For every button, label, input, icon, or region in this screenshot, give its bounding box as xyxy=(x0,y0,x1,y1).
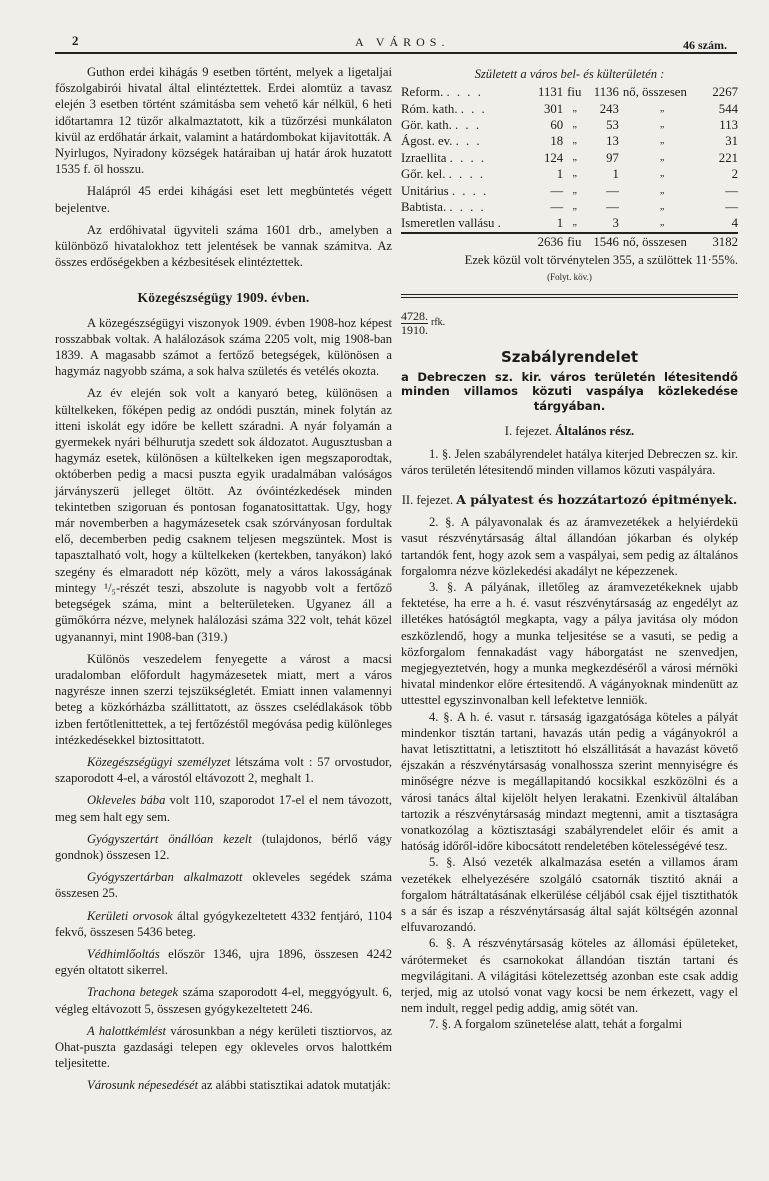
chapter-2-prefix: II. fejezet. xyxy=(401,492,454,507)
paragraph-text: száma szaporodott 4-el, meggyógyult. 6, végleg eltávozott 5, összesen gyógykezeltetett 246. xyxy=(55,985,393,1016)
ditto-mark: „ xyxy=(572,201,577,213)
reference-year: 1910. xyxy=(401,322,428,337)
ditto-mark: „ xyxy=(659,168,665,180)
paragraph xyxy=(55,64,392,177)
paragraph: 7. §. A forgalom szünetelése alatt, tehát a forgalmi xyxy=(429,1017,683,1032)
chapter-1-prefix: I. fejezet. xyxy=(504,424,552,439)
paragraph: 2. §. A pályavonalak és az áramvezetékek a helyiérdekü vasut részvénytársaság által állandóan jókarban és olykép tartandók fent, hogy azok sem a vaspályai, sem pedig az általános forgalomra nézve közlekedési akadályt ne képezzenek. xyxy=(401,515,738,578)
ditto-mark: „ xyxy=(572,184,577,196)
paragraph: 5. §. Alsó vezeték alkalmazása esetén a villamos áram vezetékek elhelyezésére szolgáló csatornák tisztitó aknái a forgalom hátráltatásának elkerülése céljából csak éjjel tisztithatók s a sár és iszap a részvénytársaság által saját költségén azonnal elfuvarozandó. xyxy=(401,855,738,935)
leader-dots: . . . xyxy=(455,134,482,149)
ditto-mark: „ xyxy=(572,168,577,180)
ditto-mark: „ xyxy=(572,135,577,147)
girls-count: 3 xyxy=(612,216,619,231)
religion-name: Róm. kath. xyxy=(401,101,458,116)
boys-count: 1 xyxy=(556,167,564,182)
boys-count: 1 xyxy=(556,216,564,231)
reference-suffix: rfk. xyxy=(431,316,446,328)
leader-dots: . . . . xyxy=(446,85,483,100)
paragraph-text: az alábbi statisztikai adatok mutatják: xyxy=(198,1078,391,1093)
births-row xyxy=(401,117,738,133)
reference-fraction xyxy=(401,310,428,337)
births-row xyxy=(401,84,738,100)
girls-count: 13 xyxy=(606,134,619,149)
leader-dots: . . . . xyxy=(449,200,486,215)
italic-lead: Városunk népesedését xyxy=(87,1078,199,1093)
italic-lead: Gyógyszertárban alkalmazott xyxy=(87,870,243,885)
girls-count: 1 xyxy=(612,167,619,182)
paragraph xyxy=(55,385,392,644)
boys-unit: fiu xyxy=(567,85,582,100)
public-health-report xyxy=(55,315,392,1094)
religion-label xyxy=(401,101,531,117)
paragraph-text: A közegészségügyi viszonyok 1909. évben 1908-hoz képest rosszabbak voltak. A halálozások száma 2205 volt, mig 1908-ban 1839. A magasabb számot a fertőző betegségek, különösen a hagymáz nagyobb száma, a sok halva születés és vetélés okozta. xyxy=(55,315,392,379)
paragraph xyxy=(55,984,392,1016)
paragraph-text: okleveles segédek száma összesen 25. xyxy=(55,870,393,901)
religion-label xyxy=(401,199,531,215)
italic-lead: A halottkémlést xyxy=(87,1023,167,1038)
religion-name: Ágost. ev. xyxy=(401,134,453,149)
girls-count: 97 xyxy=(606,150,619,165)
paragraph-text: létszáma volt : 57 orvostudor, szaporodott 4-el, a várostól eltávozott 2, meghalt 1. xyxy=(55,754,392,786)
left-column xyxy=(55,64,392,1100)
leader-dots: . . . . xyxy=(449,150,487,165)
religion-label xyxy=(401,133,531,149)
births-row xyxy=(401,101,738,117)
italic-lead: Védhimlőoltás xyxy=(87,946,160,961)
issue-number: 46 szám. xyxy=(683,38,727,52)
paragraph-text: volt 110, szaporodot 17-el el nem távozott, meg sem halt egy sem. xyxy=(55,793,392,824)
total-count: 31 xyxy=(725,134,738,149)
births-total-row xyxy=(401,233,738,250)
ditto-mark: „ xyxy=(572,151,577,163)
total-count: — xyxy=(725,200,738,215)
religion-name: Gör. kath. xyxy=(401,118,452,133)
religion-name: Unitárius xyxy=(401,183,449,198)
ditto-mark: „ xyxy=(572,102,577,114)
ditto-mark: „ xyxy=(659,151,665,163)
births-note: Ezek közül volt törvénytelen 355, a szülöttek 11·55%. xyxy=(464,253,738,268)
paragraph-text: (tulajdonos, bérlő vágy gondnok) összesen 12. xyxy=(55,831,392,862)
religion-name: Gőr. kel. xyxy=(401,167,446,182)
births-row xyxy=(401,166,738,182)
paragraph-text: Guthon erdei kihágás 9 esetben történt, melyek a ligetaljai főszolgabirói hivatal által elintéztettek. Erdei alomtüz a tavasz elején 3 esetben történt számitásba sem vehető kár nélkül, 6 heti időtartamra 12 tüzőr alkalmaztatott, kik a tüzőrzési munkálaton kivül az erdőhatár árkait, valamint a határdombokat kijavitották. A Nyirlugos, Nyiradony községek határaiban uj határ árok huzatott 1535 f. öl hosszu. xyxy=(55,65,392,177)
italic-lead: Közegészségügyi személyzet xyxy=(87,754,231,769)
paragraph xyxy=(55,792,392,824)
ditto-mark: „ xyxy=(659,102,665,114)
paragraph xyxy=(55,222,392,271)
girls-count: 243 xyxy=(599,101,619,116)
right-column xyxy=(401,66,738,1033)
ditto-mark: „ xyxy=(659,184,665,196)
leader-dots: . . . . xyxy=(448,167,486,182)
paragraph xyxy=(55,754,392,786)
total-count: 2267 xyxy=(712,85,738,100)
births-row xyxy=(401,199,738,215)
ditto-mark: „ xyxy=(572,119,577,131)
births-row xyxy=(401,183,738,199)
boys-count: 2636 xyxy=(531,233,564,250)
paragraph-text: városunkban a négy kerületi tisztiorvos, az Ohat-puszta gazdasági telepen egy okleveles orvos halottkém teljesitette. xyxy=(55,1023,393,1071)
births-row xyxy=(401,215,738,232)
boys-count: 301 xyxy=(543,101,564,116)
paragraph: 3. §. A pályának, illetőleg az áramvezetékeknek ujabb fektetése, ha erre a h. é. vasut részvénytársaság az engedélyt az illetékes hatóságtól megkapta, vagy a pálya javitása oly módon eszközlendő, hogy a munka teljesitése se a vasuti, se pedig a közforgalom fennakadást vagy háborgatást ne szenvedjen, megjegyeztetvén, hogy a munka megkezdéséről a városi mérnöki hivatal mindenkor előre értesitendő. A vágányoknak mindenütt az uttesttel egyszinvonalban kell lefektetve lenniök. xyxy=(401,580,738,708)
italic-lead: Okleveles bába xyxy=(87,793,166,808)
section-heading-public-health: Közegészségügy 1909. évben. xyxy=(137,290,310,306)
section-divider xyxy=(401,294,738,298)
ditto-mark: „ xyxy=(659,119,665,131)
girls-unit: nő, összesen xyxy=(619,233,706,250)
italic-lead: Trachona betegek xyxy=(87,985,179,1000)
paragraph xyxy=(55,1023,392,1072)
total-count: 221 xyxy=(718,150,738,165)
regulation-subtitle: a Debreczen sz. kir. város területén létesitendő minden villamos közuti vaspálya közlekedése tárgyában. xyxy=(401,369,738,413)
regulation-title: Szabályrendelet xyxy=(500,347,639,366)
religion-name: Izraellita xyxy=(401,150,447,165)
births-row xyxy=(401,150,738,166)
girls-count: 1136 xyxy=(593,85,619,100)
paragraph xyxy=(55,315,392,380)
paragraph xyxy=(55,908,392,940)
paragraph xyxy=(55,1077,392,1093)
paragraph xyxy=(55,183,392,215)
religion-label xyxy=(401,150,531,166)
ditto-mark: „ xyxy=(659,201,665,213)
continued-note: (Folyt. köv.) xyxy=(547,272,592,283)
chapter-1-title: Általános rész. xyxy=(555,424,635,439)
total-count: 544 xyxy=(718,101,738,116)
leader-dots: . xyxy=(497,216,503,231)
chapter-1-heading xyxy=(401,423,738,439)
leader-dots: . . . . xyxy=(451,183,489,198)
leader-dots: . . . xyxy=(455,118,482,133)
paragraph xyxy=(55,831,392,863)
forestry-report xyxy=(55,64,392,270)
boys-count: 60 xyxy=(550,118,564,133)
religion-name: Reform. xyxy=(401,85,444,100)
paragraph: 6. §. A részvénytársaság köteles az állomási épületeket, várótermeket és csarnokokat állandóan tisztán tartani és megvilágitani. A világitási kötelezettség azonban este csak addig terjed, mig az utolsó vonat vagy kocsi be nem érkezett, vagy el nem indult, reggel pedig addig, amig sötét van. xyxy=(401,936,738,1016)
total-label xyxy=(401,233,531,250)
total-count: 3182 xyxy=(705,233,738,250)
boys-count: 18 xyxy=(550,134,564,149)
page-header xyxy=(55,33,737,53)
paragraph-text: Különös veszedelem fenyegette a várost a macsi uradalomban előfordult hagymázesetek miatt, mert a város nagyrésze innen szerzi tejszükségletét. Emiatt innen valamennyi beteg a közkórházba szállittatott, az összes cselédlakások több izben fertőtlenittettek, a tej fertőzéstől megóvása pedig különleges intézkedésekkel biztosittatott. xyxy=(55,651,392,747)
paragraph-text: Az erdőhivatal ügyviteli száma 1601 drb., amelyben a különböző hivatalokhoz tett jelentések be vannak számitva. Az összes erdőségekben a kézbesitések elintéztettek. xyxy=(55,222,392,270)
paragraph xyxy=(55,651,392,748)
boys-unit: fiu xyxy=(563,233,586,250)
chapter-2-heading xyxy=(401,492,738,508)
births-table-title: Született a város bel- és külterületén : xyxy=(474,67,665,81)
girls-count: — xyxy=(606,183,619,198)
total-count: 4 xyxy=(731,216,738,231)
leader-dots: . . . xyxy=(460,101,487,116)
ditto-mark: „ xyxy=(659,135,665,147)
girls-count: — xyxy=(606,200,619,215)
boys-count: — xyxy=(550,183,564,198)
paragraph-text: először 1346, ujra 1896, összesen 4242 egyén oltatott sikerrel. xyxy=(55,946,392,978)
paragraph-text: Az év elején sok volt a kanyaró beteg, különösen a kültelkeken, főképen pedig az ondódi pusztán, minek folytán az itteni iskolát egy időre be kellett száradni. A nyár folyamán a gyermekek nyári bélhurutja szedett sok áldozatot. Augusztusban a hagymáz esetek, különösen a kültelkeken igen megszaporodtak, októberben pedig a macsi puszta egyik uradalmában valóságos járványszerü jelleget öltött. Az óvóintézkedések minden tekintetben szigoruan és pontosan foganatosittattak. Ugy, hogy már novemberben a hagymázesetek csak szórványosan fordultak elő, decemberben pedig csaknem teljesen megszüntek. Most is tapasztalható volt, hogy a kültelkeken (kertekben, tanyákon) lakó szegény és elmaradott nép között, mely a város lakosságának mintegy ¹/₅-részét teszi, abszolute is nagyobb volt a fertőző betegségek száma, mint a belterületeken. Ugyanez áll a gümőkórra nézve, melynek halálozási száma 322 volt, tehát közel ugyanannyi, mint 1908-ban (319.) xyxy=(55,386,392,644)
paragraph xyxy=(55,946,392,978)
religion-name: Ismeretlen vallásu xyxy=(401,216,495,231)
religion-label xyxy=(401,215,531,232)
religion-label xyxy=(401,166,531,182)
reference-number: 4728. xyxy=(401,308,428,323)
italic-lead: Gyógyszertárt önállóan kezelt xyxy=(87,831,252,846)
births-table xyxy=(401,84,738,250)
religion-name: Babtista. xyxy=(401,200,447,215)
religion-label xyxy=(401,117,531,133)
total-count: 113 xyxy=(719,118,738,133)
paragraph: 4. §. A h. é. vasut r. társaság igazgatósága köteles a pályát mindenkor tisztán tartani, havazás után pedig a vágányokról a havat letisztittatni, a letisztitott hó elszállitását a havazást követő éjszakán a részvénytársaság vonalhossza szerint mennyiségre és minőségre nézve is megállapitandó kocsikkal eszközölni és a városi tanács által kijelölt helyen lerakatni. Ezenkivül általában tartozik a részvénytársaság mindazt megtenni, amit a tisztaságra vonatkozólag a köztisztasági szabályrendelet előir és amit a hatóság időről-időre kibocsátott rendeletében kötelességévé tesz. xyxy=(401,709,738,854)
page-number: 2 xyxy=(72,33,79,48)
header-rule xyxy=(55,52,737,54)
italic-lead: Kerületi orvosok xyxy=(87,908,173,923)
boys-count: 1131 xyxy=(538,85,564,100)
total-count: — xyxy=(725,183,738,198)
girls-count: 53 xyxy=(606,118,619,133)
religion-label xyxy=(401,183,531,199)
chapter-2-body xyxy=(401,514,738,1033)
paragraph: 1. §. Jelen szabályrendelet hatálya kiterjed Debreczen sz. kir. város területén létesitendő minden villamos közuti vaspályára. xyxy=(401,446,738,477)
chapter-2-title: A pályatest és hozzátartozó épitmények. xyxy=(456,491,738,507)
total-count: 2 xyxy=(731,167,738,182)
paragraph-text: Halápról 45 erdei kihágási eset lett megbüntetés végett bejelentve. xyxy=(55,184,392,215)
paragraph xyxy=(55,869,392,901)
boys-count: — xyxy=(550,200,564,215)
newspaper-title: A VÁROS. xyxy=(355,35,450,49)
paragraph-text: által gyógykezeltetett 4332 fentjáró, 1104 fekvő, összesen 5436 beteg. xyxy=(55,908,393,939)
girls-unit: nő, összesen xyxy=(622,85,687,100)
regulation-reference xyxy=(401,310,738,337)
chapter-1-body xyxy=(401,446,738,478)
religion-label xyxy=(401,84,531,100)
boys-count: 124 xyxy=(543,150,564,165)
births-row xyxy=(401,133,738,149)
girls-count: 1546 xyxy=(586,233,619,250)
ditto-mark: „ xyxy=(659,217,665,229)
ditto-mark: „ xyxy=(572,217,577,229)
